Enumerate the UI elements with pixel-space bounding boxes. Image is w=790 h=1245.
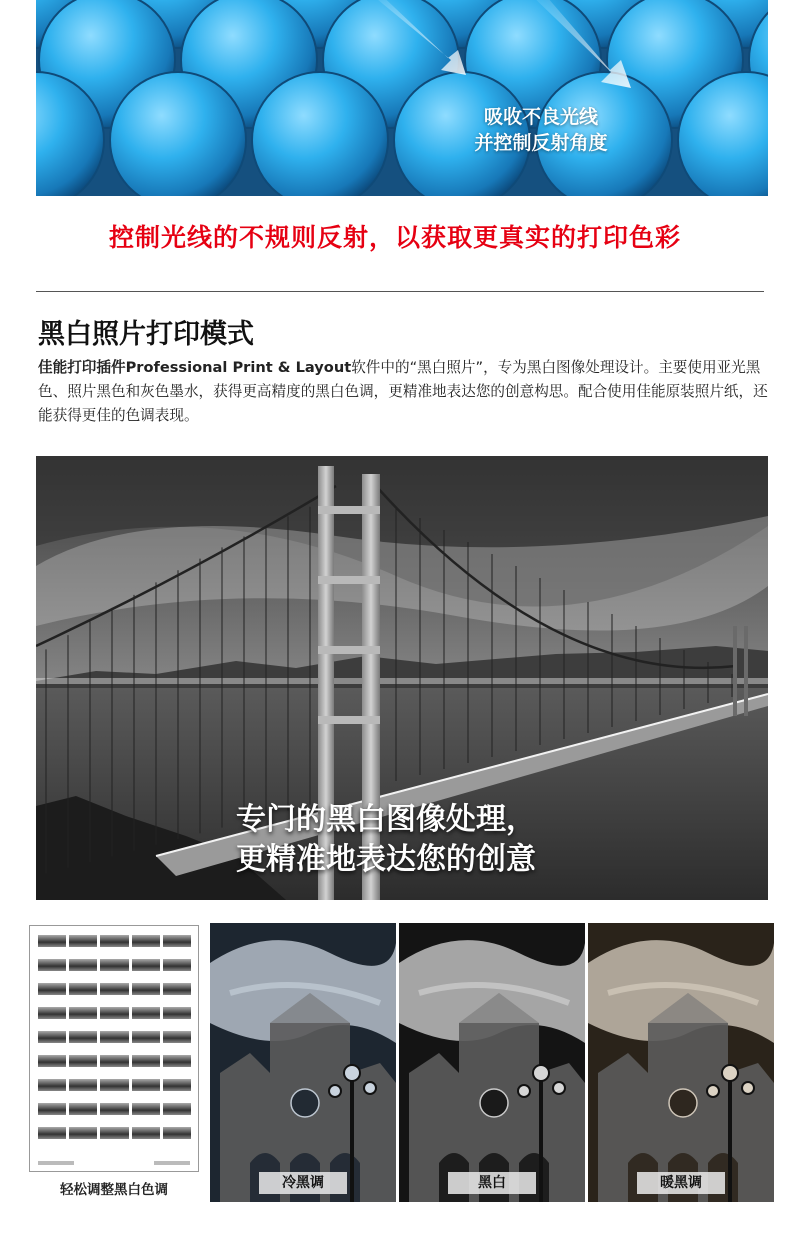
thumbnail	[100, 1079, 128, 1091]
thumbnail	[38, 1007, 66, 1019]
tone-sample-black-white	[399, 923, 585, 1202]
desc-bold: 佳能打印插件Professional Print & Layout	[38, 359, 352, 376]
bridge-caption	[236, 800, 536, 880]
cathedral-image	[588, 923, 774, 1202]
sphere	[110, 72, 246, 196]
thumbnail	[38, 983, 66, 995]
thumbnail	[100, 983, 128, 995]
bridge-photo	[36, 456, 768, 900]
sphere	[252, 72, 388, 196]
thumbnail	[132, 1055, 160, 1067]
contact-sheet-label: 轻松调整黑白色调	[60, 1182, 168, 1198]
thumbnail	[100, 1055, 128, 1067]
bridge-caption-line1: 专门的黑白图像处理，	[236, 802, 536, 837]
thumbnail	[132, 1079, 160, 1091]
thumbnail	[163, 1055, 191, 1067]
thumbnail	[100, 1031, 128, 1043]
thumbnail	[38, 1079, 66, 1091]
thumbnail-grid	[38, 935, 191, 1139]
thumbnail	[69, 959, 97, 971]
thumbnail	[38, 1031, 66, 1043]
tone-sample-cool-black	[210, 923, 396, 1202]
thumbnail	[38, 935, 66, 947]
section-title: 黑白照片打印模式	[38, 319, 254, 350]
sphere-illustration	[36, 0, 768, 196]
tone-label: 冷黑调	[259, 1172, 347, 1194]
thumbnail	[69, 1103, 97, 1115]
thumbnail	[163, 983, 191, 995]
tone-label: 黑白	[448, 1172, 536, 1194]
thumbnail	[69, 983, 97, 995]
tone-sample-warm-black	[588, 923, 774, 1202]
sphere-caption	[431, 104, 651, 156]
thumbnail	[69, 1007, 97, 1019]
contact-sheet	[29, 925, 199, 1172]
thumbnail	[69, 1079, 97, 1091]
thumbnail	[132, 935, 160, 947]
section-description	[38, 356, 770, 428]
thumbnail	[38, 1127, 66, 1139]
sphere-banner	[36, 0, 768, 196]
thumbnail	[132, 1031, 160, 1043]
red-headline: 控制光线的不规则反射，以获取更真实的打印色彩	[108, 223, 681, 252]
thumbnail	[163, 1079, 191, 1091]
thumbnail	[163, 1103, 191, 1115]
thumbnail	[38, 1103, 66, 1115]
thumbnail	[38, 959, 66, 971]
thumbnail	[69, 1031, 97, 1043]
thumbnail	[132, 1007, 160, 1019]
thumbnail	[132, 983, 160, 995]
thumbnail	[132, 1103, 160, 1115]
thumbnail	[100, 935, 128, 947]
sheet-footer	[38, 1161, 190, 1167]
thumbnail	[38, 1055, 66, 1067]
thumbnail	[100, 1127, 128, 1139]
bridge-caption-line2: 更精准地表达您的创意	[236, 842, 536, 877]
thumbnail	[132, 959, 160, 971]
thumbnail	[69, 1127, 97, 1139]
cathedral-image	[399, 923, 585, 1202]
thumbnail	[100, 959, 128, 971]
thumbnail	[69, 1055, 97, 1067]
thumbnail	[69, 935, 97, 947]
sphere-caption-line2: 并控制反射角度	[474, 132, 608, 154]
thumbnail	[163, 935, 191, 947]
cathedral-image	[210, 923, 396, 1202]
thumbnail	[163, 1031, 191, 1043]
thumbnail	[100, 1103, 128, 1115]
thumbnail	[163, 959, 191, 971]
thumbnail	[132, 1127, 160, 1139]
thumbnail	[100, 1007, 128, 1019]
thumbnail	[163, 1007, 191, 1019]
tone-label: 暖黑调	[637, 1172, 725, 1194]
desc-rest: 软件中的“黑白照片”，专为黑白图像处理设计。主要使用亚光黑色、照片黑色和灰色墨水，获得更高精度的黑白色调，更精准地表达您的创意构思。配合使用佳能原装照片纸，还能获得更佳的色调表现。	[38, 359, 768, 424]
sphere-caption-line1: 吸收不良光线	[483, 106, 598, 128]
thumbnail	[163, 1127, 191, 1139]
section-divider	[36, 291, 764, 292]
